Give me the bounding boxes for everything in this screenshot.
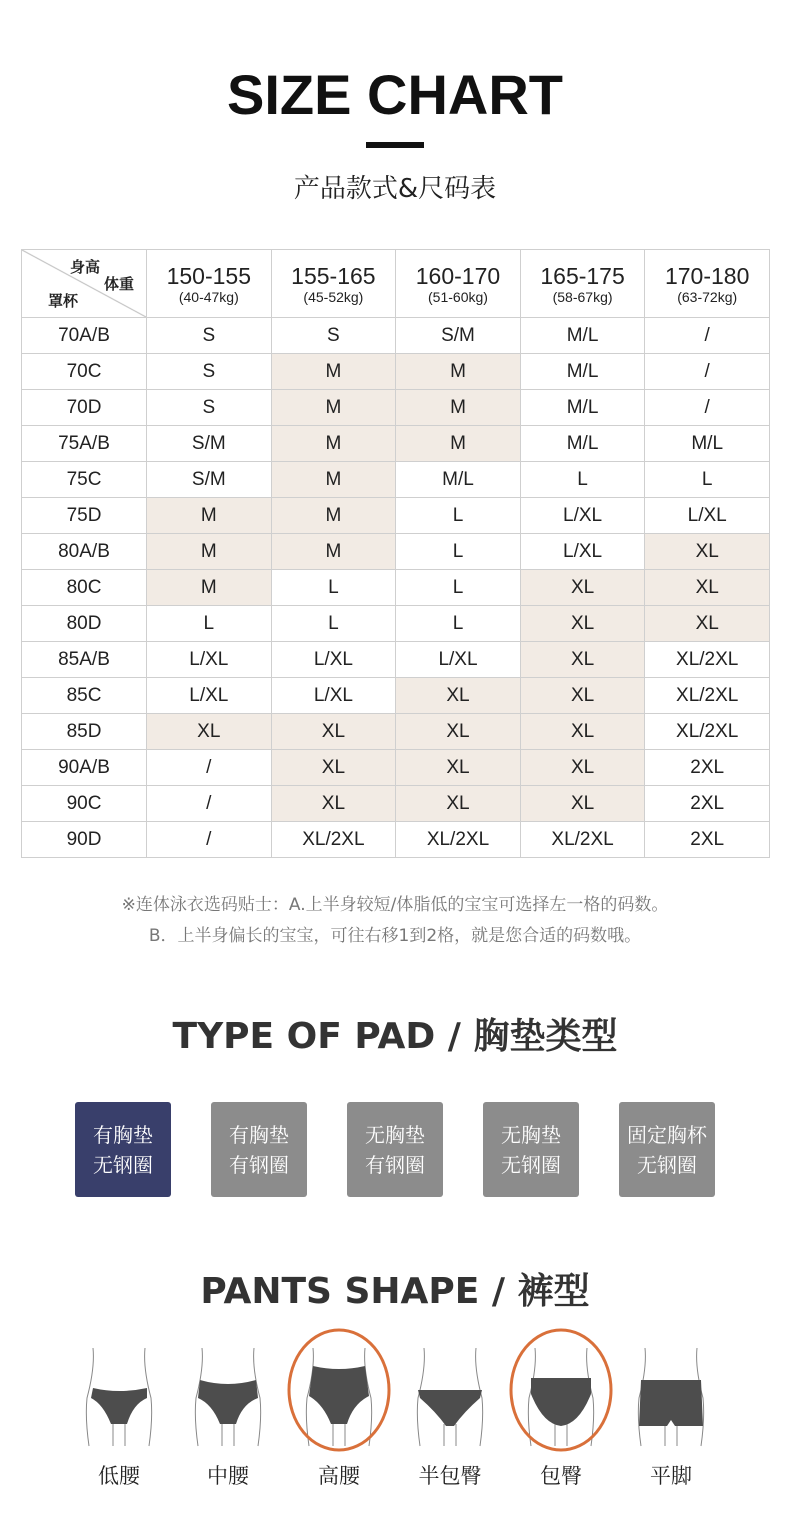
size-cell: M <box>147 498 272 534</box>
column-header <box>396 250 521 318</box>
size-cell: / <box>645 318 770 354</box>
column-weight: (45-52kg) <box>303 288 364 305</box>
size-cell: M <box>147 570 272 606</box>
column-weight: (63-72kg) <box>677 288 738 305</box>
pants-shape-icon <box>172 1328 284 1453</box>
pad-option-line1: 固定胸杯 <box>627 1123 707 1147</box>
size-cell: S/M <box>396 318 521 354</box>
pants-shape-option[interactable] <box>63 1328 175 1457</box>
pants-shape-label: 半包臀 <box>418 1464 482 1488</box>
size-cell: XL <box>147 714 272 750</box>
size-cell: L/XL <box>147 642 272 678</box>
pants-shape-icon <box>63 1328 175 1453</box>
cup-cell: 70A/B <box>22 318 147 354</box>
corner-cup-label: 罩杯 <box>48 293 79 310</box>
size-cell: 2XL <box>645 822 770 858</box>
size-cell: M <box>271 426 396 462</box>
size-cell: S <box>147 318 272 354</box>
pants-shape-option[interactable] <box>615 1328 727 1457</box>
pad-option-line1: 无胸垫 <box>501 1123 561 1147</box>
size-chart-table <box>21 249 770 858</box>
size-cell: L <box>396 534 521 570</box>
size-cell: M/L <box>520 390 645 426</box>
pants-shape-icon <box>394 1328 506 1453</box>
size-cell: M <box>271 390 396 426</box>
size-cell: XL <box>520 714 645 750</box>
size-cell: / <box>147 750 272 786</box>
pad-option-line1: 有胸垫 <box>93 1123 153 1147</box>
size-cell: S <box>147 354 272 390</box>
size-cell: L <box>147 606 272 642</box>
pad-option-line2: 无钢圈 <box>93 1153 153 1177</box>
cup-cell: 70C <box>22 354 147 390</box>
size-cell: XL <box>271 786 396 822</box>
table-row <box>22 642 770 678</box>
cup-cell: 85A/B <box>22 642 147 678</box>
table-row <box>22 354 770 390</box>
pants-section-title: PANTS SHAPE / 裤型 <box>200 1271 590 1312</box>
column-height: 160-170 <box>415 262 501 289</box>
table-row <box>22 606 770 642</box>
pants-shape-option[interactable] <box>283 1328 395 1457</box>
size-cell: XL <box>520 606 645 642</box>
size-cell: XL <box>520 786 645 822</box>
pad-option-line2: 无钢圈 <box>501 1153 561 1177</box>
corner-height-label: 身高 <box>70 259 101 276</box>
size-cell: XL <box>520 642 645 678</box>
size-cell: S/M <box>147 462 272 498</box>
size-cell: / <box>645 390 770 426</box>
size-cell: M <box>396 426 521 462</box>
pad-option-line2: 有钢圈 <box>229 1153 289 1177</box>
pants-shape-label: 中腰 <box>207 1464 249 1488</box>
cup-cell: 80C <box>22 570 147 606</box>
page-title: SIZE CHART <box>227 63 563 126</box>
size-cell: / <box>645 354 770 390</box>
size-cell: M/L <box>520 354 645 390</box>
size-cell: XL <box>520 570 645 606</box>
size-cell: L/XL <box>147 678 272 714</box>
column-height: 155-165 <box>291 262 376 289</box>
cup-cell: 90D <box>22 822 147 858</box>
cup-cell: 80A/B <box>22 534 147 570</box>
pants-shape-label: 平脚 <box>650 1464 692 1488</box>
pants-shape-icon <box>615 1328 727 1453</box>
size-cell: XL/2XL <box>396 822 521 858</box>
cup-cell: 90A/B <box>22 750 147 786</box>
size-cell: 2XL <box>645 786 770 822</box>
table-row <box>22 534 770 570</box>
size-cell: M/L <box>520 318 645 354</box>
pants-shape-label: 高腰 <box>318 1464 360 1488</box>
size-cell: / <box>147 786 272 822</box>
size-cell: L/XL <box>271 678 396 714</box>
title-underline <box>366 142 424 148</box>
table-row <box>22 426 770 462</box>
pad-option[interactable] <box>347 1102 443 1197</box>
size-cell: XL <box>396 750 521 786</box>
column-height: 170-180 <box>664 262 750 289</box>
cup-cell: 75C <box>22 462 147 498</box>
table-row <box>22 462 770 498</box>
note-line-b: B．上半身偏长的宝宝，可往右移1到2格，就是您合适的码数哦。 <box>148 926 642 946</box>
pad-option-line1: 有胸垫 <box>229 1123 289 1147</box>
column-header <box>271 250 396 318</box>
size-cell: L/XL <box>520 534 645 570</box>
size-cell: M/L <box>396 462 521 498</box>
column-weight: (51-60kg) <box>428 288 488 305</box>
pants-shape-option[interactable] <box>172 1328 284 1457</box>
column-weight: (58-67kg) <box>552 288 613 305</box>
size-cell: XL <box>645 570 770 606</box>
size-cell: M/L <box>645 426 770 462</box>
cup-cell: 75A/B <box>22 426 147 462</box>
pad-option[interactable] <box>619 1102 715 1197</box>
size-cell: 2XL <box>645 750 770 786</box>
table-row <box>22 318 770 354</box>
size-cell: L/XL <box>396 642 521 678</box>
size-cell: M <box>396 390 521 426</box>
size-cell: L <box>396 498 521 534</box>
pants-shape-icon <box>283 1328 395 1453</box>
pad-option[interactable] <box>211 1102 307 1197</box>
size-cell: XL <box>645 606 770 642</box>
size-cell: M <box>271 498 396 534</box>
size-cell: L <box>271 570 396 606</box>
pad-option-line2: 有钢圈 <box>365 1153 425 1177</box>
table-row <box>22 786 770 822</box>
pants-shape-option[interactable] <box>394 1328 506 1457</box>
column-height: 165-175 <box>540 262 625 289</box>
size-cell: XL <box>271 750 396 786</box>
pad-option-line2: 无钢圈 <box>637 1153 697 1177</box>
cup-cell: 85D <box>22 714 147 750</box>
size-cell: M/L <box>520 426 645 462</box>
corner-weight-label: 体重 <box>104 276 135 293</box>
size-cell: M <box>147 534 272 570</box>
table-row <box>22 498 770 534</box>
pants-shape-option[interactable] <box>505 1328 617 1457</box>
pad-option[interactable] <box>75 1102 171 1197</box>
table-row <box>22 714 770 750</box>
size-cell: L/XL <box>520 498 645 534</box>
cup-cell: 80D <box>22 606 147 642</box>
size-cell: L <box>271 606 396 642</box>
size-cell: S/M <box>147 426 272 462</box>
pants-shape-label: 包臀 <box>540 1464 582 1488</box>
corner-cell <box>22 250 147 318</box>
size-cell: S <box>271 318 396 354</box>
size-cell: L/XL <box>271 642 396 678</box>
size-cell: L/XL <box>645 498 770 534</box>
column-header <box>147 250 272 318</box>
pants-shape-label: 低腰 <box>98 1464 140 1488</box>
page-subtitle: 产品款式&尺码表 <box>293 174 497 204</box>
size-cell: L <box>396 570 521 606</box>
size-cell: L <box>396 606 521 642</box>
size-cell: M <box>271 534 396 570</box>
table-row <box>22 570 770 606</box>
size-cell: / <box>147 822 272 858</box>
column-height: 150-155 <box>166 262 251 289</box>
pants-shape-icon <box>505 1328 617 1453</box>
cup-cell: 90C <box>22 786 147 822</box>
size-cell: M <box>271 354 396 390</box>
size-cell: XL/2XL <box>645 678 770 714</box>
size-cell: L <box>645 462 770 498</box>
table-header-row <box>22 250 770 318</box>
size-cell: XL <box>396 714 521 750</box>
cup-cell: 85C <box>22 678 147 714</box>
table-row <box>22 750 770 786</box>
size-cell: XL/2XL <box>271 822 396 858</box>
column-header <box>645 250 770 318</box>
size-cell: S <box>147 390 272 426</box>
size-cell: XL <box>396 678 521 714</box>
size-cell: XL/2XL <box>520 822 645 858</box>
table-row <box>22 822 770 858</box>
cup-cell: 75D <box>22 498 147 534</box>
size-cell: XL <box>520 678 645 714</box>
size-cell: M <box>271 462 396 498</box>
size-cell: L <box>520 462 645 498</box>
table-row <box>22 678 770 714</box>
pad-section-title: TYPE OF PAD / 胸垫类型 <box>172 1016 618 1057</box>
size-cell: XL/2XL <box>645 642 770 678</box>
size-cell: XL <box>396 786 521 822</box>
column-header <box>520 250 645 318</box>
column-weight: (40-47kg) <box>178 288 239 305</box>
pad-option-line1: 无胸垫 <box>365 1123 425 1147</box>
size-cell: XL <box>520 750 645 786</box>
size-cell: M <box>396 354 521 390</box>
note-line-a: ※连体泳衣选码贴士：A.上半身较短/体脂低的宝宝可选择左一格的码数。 <box>121 895 669 915</box>
pad-option[interactable] <box>483 1102 579 1197</box>
size-cell: XL/2XL <box>645 714 770 750</box>
size-cell: XL <box>645 534 770 570</box>
cup-cell: 70D <box>22 390 147 426</box>
size-cell: XL <box>271 714 396 750</box>
table-row <box>22 390 770 426</box>
